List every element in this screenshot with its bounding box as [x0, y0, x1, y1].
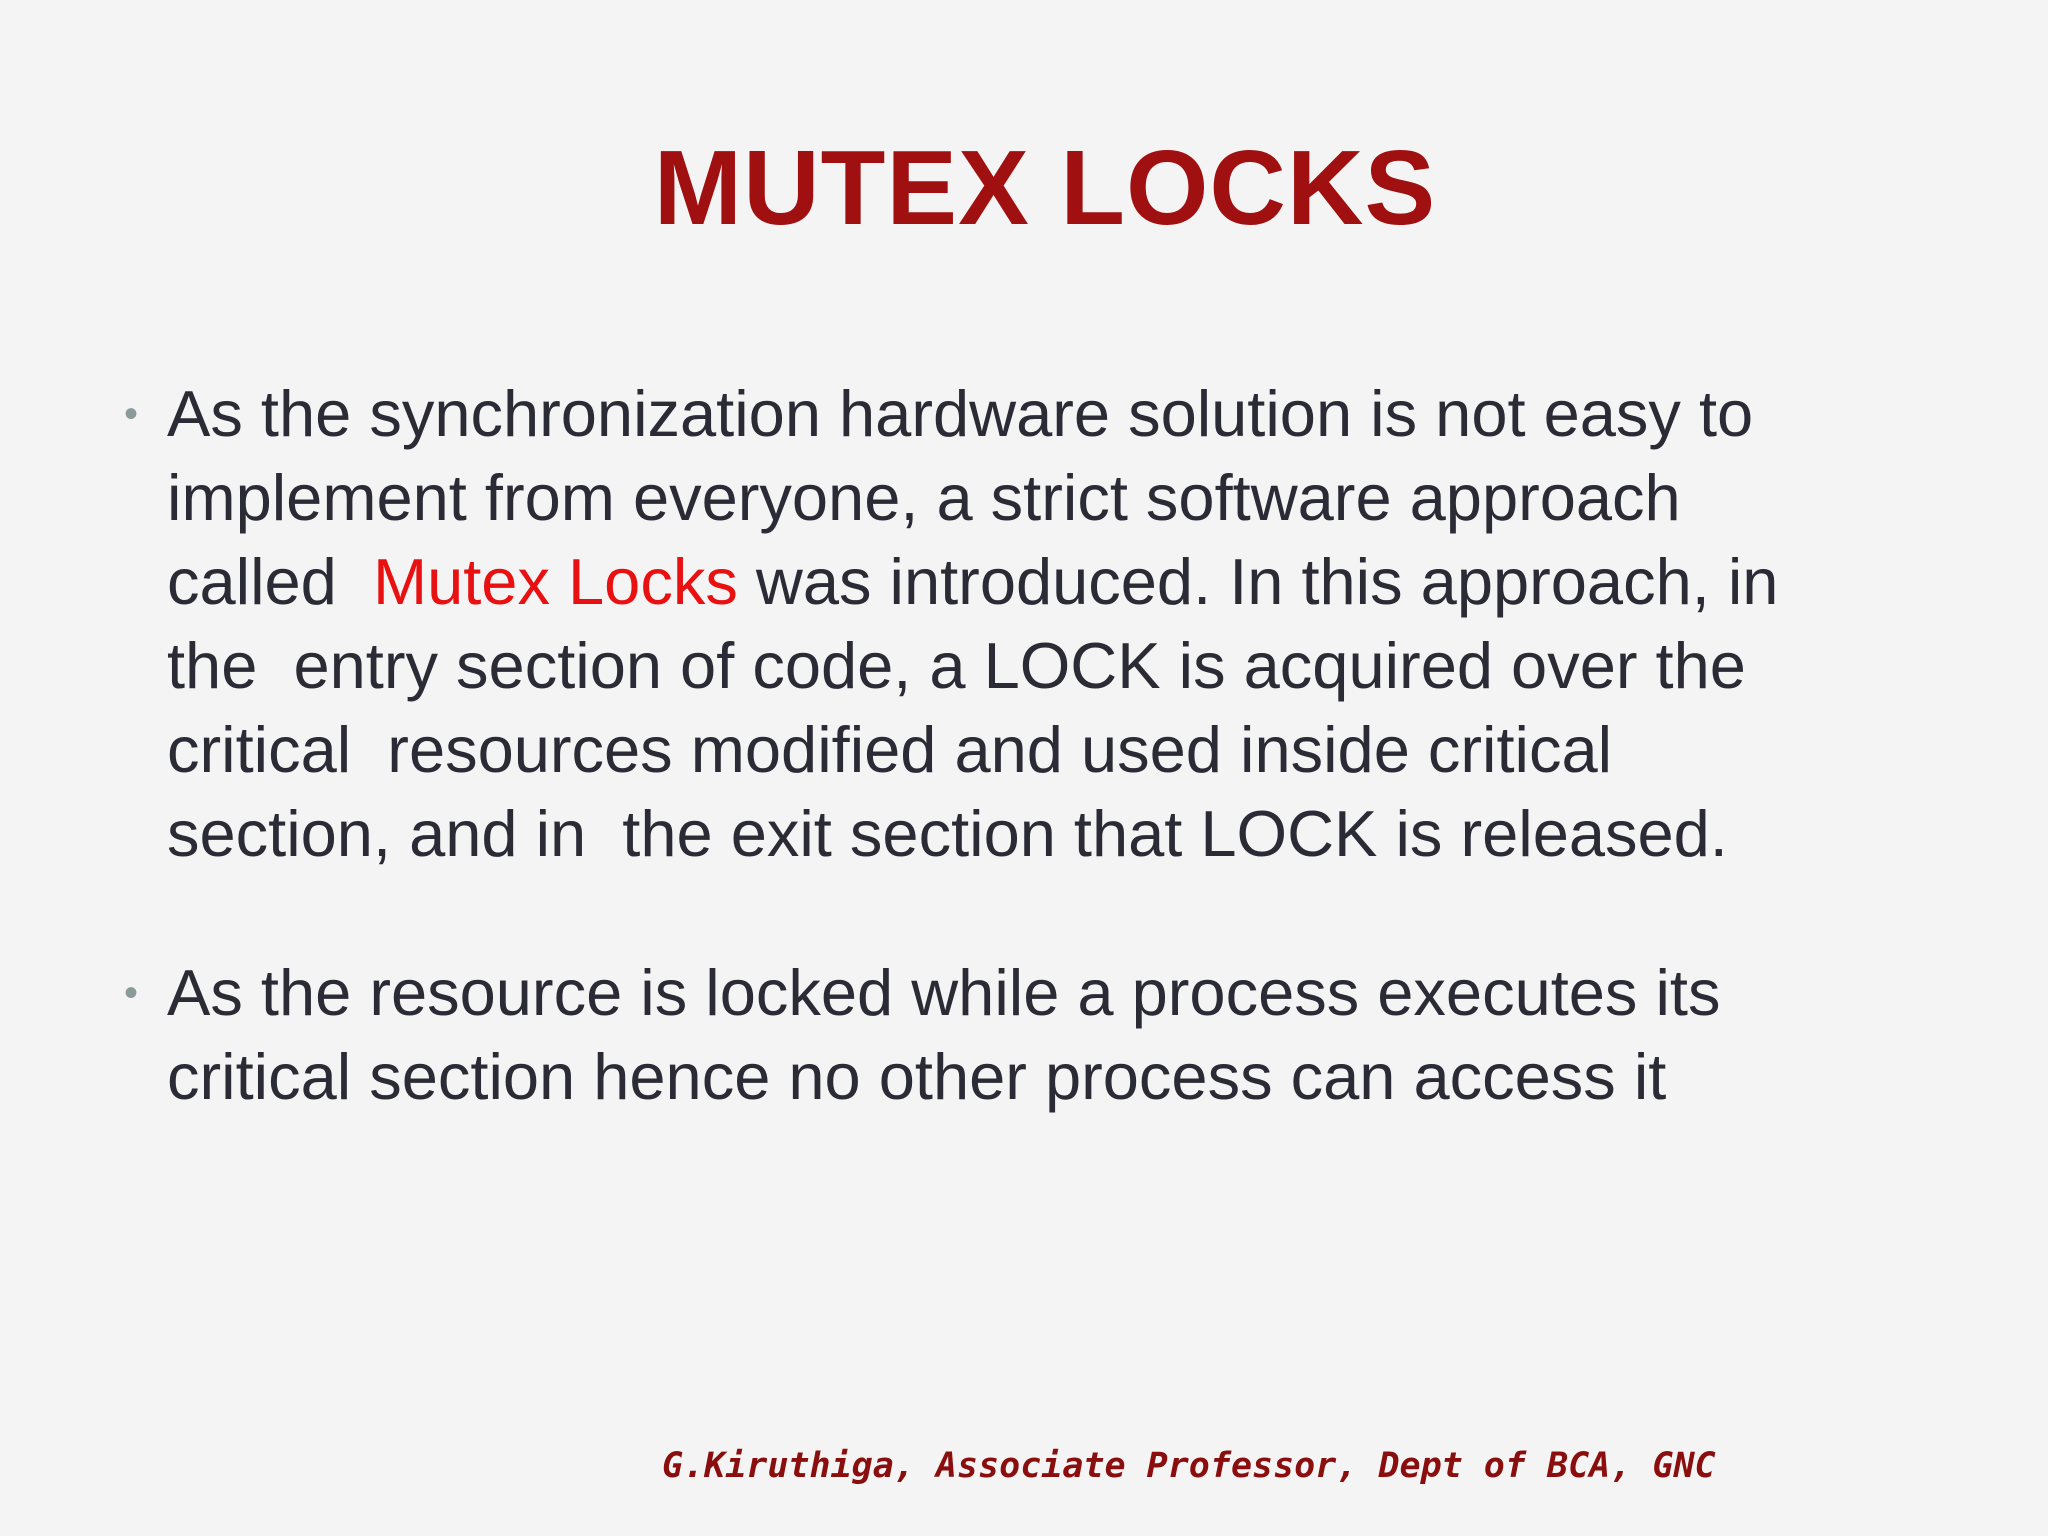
bullet-line: implement from everyone, a strict software approach: [167, 461, 1681, 534]
bullet-point-icon: •: [124, 971, 139, 1015]
bullet-item: [120, 372, 1920, 876]
bullet-line: critical resources modified and used inside critical: [167, 713, 1613, 786]
line-text: was introduced. In this approach, in: [737, 545, 1779, 618]
bullet-line: [167, 540, 1920, 624]
mutex-locks-highlight: Mutex Locks: [372, 545, 738, 618]
bullet-item: [120, 951, 1920, 1119]
bullet-point-icon: •: [124, 392, 139, 436]
slide-footer: G.Kiruthiga, Associate Professor, Dept of BCA, GNC: [662, 1446, 1716, 1486]
bullet-list: [120, 372, 1920, 1119]
line-text: called: [167, 545, 373, 618]
bullet-line: the entry section of code, a LOCK is acquired over the: [167, 629, 1746, 702]
bullet-line: section, and in the exit section that LOCK is released.: [167, 797, 1728, 870]
slide-title: MUTEX LOCKS: [653, 129, 1437, 247]
bullet-line: critical section hence no other process can access it: [167, 1040, 1667, 1113]
bullet-line: As the resource is locked while a process executes its: [167, 956, 1721, 1029]
bullet-line: As the synchronization hardware solution is not easy to: [167, 377, 1754, 450]
